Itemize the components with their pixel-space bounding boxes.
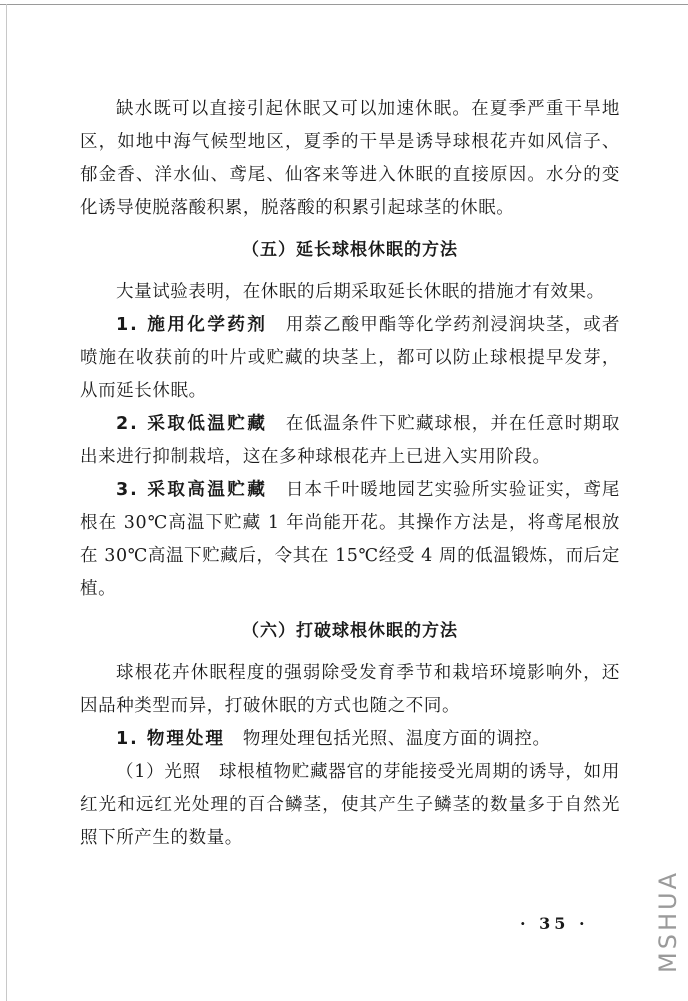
section-6-sub-1 <box>80 756 620 855</box>
section-5-item-1 <box>80 309 620 408</box>
paragraph-drought: 缺水既可以直接引起休眠又可以加速休眠。在夏季严重干旱地区，如地中海气候型地区，夏季的干旱是诱导球根花卉如风信子、郁金香、洋水仙、鸢尾、仙客来等进入休眠的直接原因。水分的变化诱导使脱落酸积累，脱落酸的积累引起球茎的休眠。 <box>80 99 620 218</box>
section-6-item-1 <box>80 723 620 756</box>
section-6-heading: （六）打破球根休眠的方法 <box>242 621 458 641</box>
light-label: （1）光照 <box>116 762 201 782</box>
section-5-intro: 大量试验表明，在休眠的后期采取延长休眠的措施才有效果。 <box>116 282 605 302</box>
left-rule <box>6 4 7 1001</box>
physical-treatment-label: 1. 物理处理 <box>116 729 225 749</box>
section-5-item-2 <box>80 408 620 474</box>
watermark: MSHUA <box>654 870 682 973</box>
page-content <box>80 93 620 855</box>
item-1-label: 1. 施用化学药剂 <box>116 315 268 335</box>
item-3-label: 3. 采取高温贮藏 <box>116 480 268 500</box>
item-2-label: 2. 采取低温贮藏 <box>116 414 268 434</box>
item-3-text: 日本千叶暖地园艺实验所实验证实，鸢尾根在 30℃高温下贮藏 1 年尚能开花。其操作方法是，将鸢尾根放在 30℃高温下贮藏后，令其在 15℃经受 4 周的低温锻炼，而后定植。 <box>80 480 620 599</box>
page-number: · 35 · <box>520 914 589 933</box>
physical-treatment-text: 物理处理包括光照、温度方面的调控。 <box>242 729 551 749</box>
section-6-intro: 球根花卉休眠程度的强弱除受发育季节和栽培环境影响外，还因品种类型而异，打破休眠的方式也随之不同。 <box>80 663 620 716</box>
light-text: 球根植物贮藏器官的芽能接受光周期的诱导，如用红光和远红光处理的百合鳞茎，使其产生子鳞茎的数量多于自然光照下所产生的数量。 <box>80 762 620 848</box>
item-1-text: 用萘乙酸甲酯等化学药剂浸润块茎，或者喷施在收获前的叶片或贮藏的块茎上，都可以防止球根提早发芽，从而延长休眠。 <box>80 315 620 401</box>
item-2-text: 在低温条件下贮藏球根，并在任意时期取出来进行抑制栽培，这在多种球根花卉上已进入实用阶段。 <box>80 414 620 467</box>
section-5-heading: （五）延长球根休眠的方法 <box>242 240 458 260</box>
top-rule <box>0 4 688 5</box>
section-5-item-3 <box>80 474 620 606</box>
